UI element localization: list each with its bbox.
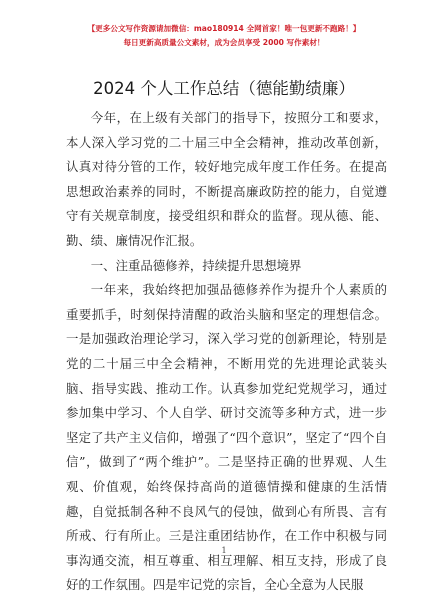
promo-banner [0,22,448,50]
page-number: 1 [221,546,227,555]
document-body [66,106,387,598]
promo-banner-line-1: 【更多公文写作资源请加微信：mao180914 全网首家！唯一包更新不跑路！】 [87,24,361,33]
section-heading-1: 一、注重品德修养，持续提升思想境界 [90,257,302,273]
document-title: 2024 个人工作总结（德能勤绩廉） [93,79,355,98]
promo-banner-line-2: 每日更新高质量公文素材，成为会员享受 2000 写作素材！ [123,38,325,47]
paragraph-section-1: 一年来，我始终把加强品德修养作为提升个人素质的重要抓手，时刻保持清醒的政治头脑和坚定的理想信念。一是加强政治理论学习，深入学习党的创新理论，特别是党的二十届三中全会精神，不断用党的先进理论武装头脑、指导实践、推动工作。认真参加党纪党规学习，通过参加集中学习、个人自学、研讨交流等多种方式，进一步坚定了共产主义信仰，增强了“四个意识”，坚定了“四个自信”，做到了“两个维护”。二是坚持正确的世界观、人生观、价值观，始终保持高尚的道德情操和健康的生活情趣，自觉抵制各种不良风气的侵蚀，做到心有所畏、言有所戒、行有所止。三是注重团结协作，在工作中积极与同事沟通交流，相互尊重、相互理解、相互支持，形成了良好的工作氛围。四是牢记党的宗旨，全心全意为人民服 [66,282,387,593]
paragraph-intro: 今年，在上级有关部门的指导下，按照分工和要求，本人深入学习党的二十届三中全会精神，推动改革创新，认真对待分管的工作，较好地完成年度工作任务。在提高思想政治素养的同时，不断提高廉政防控的能力，自觉遵守有关规章制度，接受组织和群众的监督。现从德、能、勤、绩、廉情况作汇报。 [66,110,387,248]
